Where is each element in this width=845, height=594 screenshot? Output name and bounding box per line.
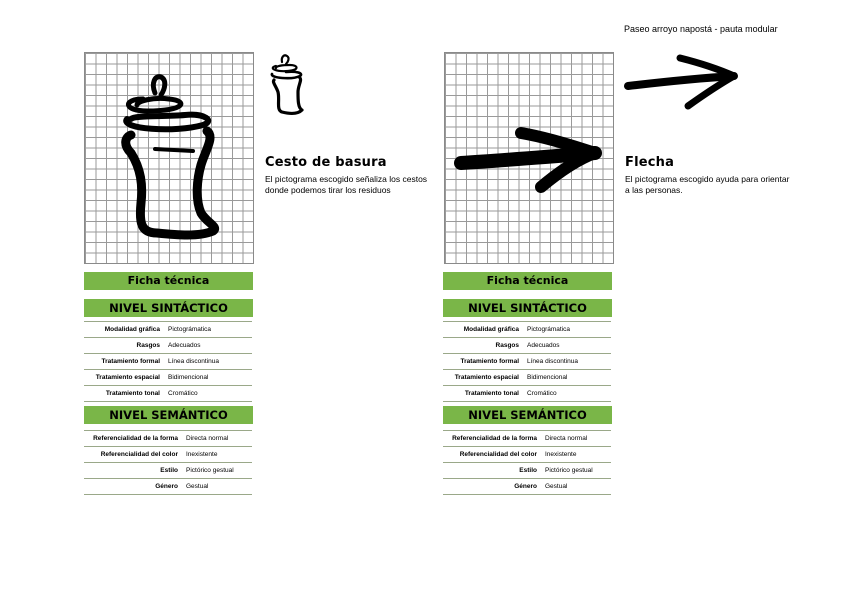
row-value: Directa normal	[186, 435, 229, 442]
table-row	[84, 479, 252, 495]
row-value: Línea discontinua	[527, 358, 578, 365]
row-value: Adecuados	[168, 342, 201, 349]
ficha-tecnica-band: Ficha técnica	[84, 272, 253, 290]
table-row	[443, 322, 611, 338]
row-key: Estilo	[160, 467, 178, 474]
nivel-sintactico-band: NIVEL SINTÁCTICO	[84, 299, 253, 317]
table-row	[443, 447, 611, 463]
nivel-sintactico-band: NIVEL SINTÁCTICO	[443, 299, 612, 317]
sintactico-table-flecha	[443, 321, 611, 402]
row-key: Tratamiento formal	[101, 358, 160, 365]
table-row	[443, 338, 611, 354]
table-row	[84, 370, 252, 386]
table-row	[84, 386, 252, 402]
row-key: Modalidad gráfica	[463, 326, 519, 333]
trash-bin-grid	[84, 52, 254, 264]
nivel-semantico-band: NIVEL SEMÁNTICO	[84, 406, 253, 424]
table-row	[443, 370, 611, 386]
row-value: Pictórico gestual	[186, 467, 234, 474]
row-key: Tratamiento formal	[460, 358, 519, 365]
nivel-semantico-band: NIVEL SEMÁNTICO	[443, 406, 612, 424]
row-key: Referencialidad de la forma	[93, 435, 178, 442]
row-key: Rasgos	[495, 342, 519, 349]
arrow-right-icon	[445, 53, 613, 263]
row-key: Tratamiento espacial	[95, 374, 160, 381]
table-row	[84, 338, 252, 354]
semantico-table-flecha	[443, 430, 611, 495]
row-key: Rasgos	[136, 342, 160, 349]
card-title-flecha: Flecha	[625, 155, 675, 170]
semantico-table-cesto	[84, 430, 252, 495]
table-row	[84, 463, 252, 479]
row-key: Tratamiento tonal	[105, 390, 160, 397]
row-value: Pictográmatica	[527, 326, 570, 333]
row-value: Inexistente	[545, 451, 577, 458]
row-key: Tratamiento tonal	[464, 390, 519, 397]
row-value: Cromático	[168, 390, 198, 397]
row-value: Adecuados	[527, 342, 560, 349]
row-key: Referencialidad del color	[100, 451, 178, 458]
table-row	[443, 386, 611, 402]
arrow-right-small-icon	[622, 52, 742, 116]
trash-bin-icon	[85, 53, 253, 263]
row-value: Bidimencional	[168, 374, 209, 381]
row-key: Género	[155, 483, 178, 490]
table-row	[84, 431, 252, 447]
table-row	[443, 431, 611, 447]
row-value: Cromático	[527, 390, 557, 397]
table-row	[443, 463, 611, 479]
row-value: Gestual	[186, 483, 209, 490]
row-value: Inexistente	[186, 451, 218, 458]
table-row	[84, 447, 252, 463]
row-key: Estilo	[519, 467, 537, 474]
sintactico-table-cesto	[84, 321, 252, 402]
arrow-grid	[444, 52, 614, 264]
table-row	[84, 354, 252, 370]
card-title-cesto: Cesto de basura	[265, 155, 387, 170]
trash-bin-small-icon	[268, 52, 308, 116]
table-row	[84, 322, 252, 338]
row-value: Línea discontinua	[168, 358, 219, 365]
card-description-flecha: El pictograma escogido ayuda para orientar a las personas.	[625, 174, 790, 195]
row-key: Modalidad gráfica	[104, 326, 160, 333]
row-value: Gestual	[545, 483, 568, 490]
card-description-cesto: El pictograma escogido señaliza los cestos donde podemos tirar los residuos	[265, 174, 428, 195]
page-header-note: Paseo arroyo napostá - pauta modular	[624, 24, 778, 34]
row-value: Directa normal	[545, 435, 588, 442]
row-value: Pictográmatica	[168, 326, 211, 333]
row-key: Referencialidad del color	[459, 451, 537, 458]
row-key: Tratamiento espacial	[454, 374, 519, 381]
row-key: Referencialidad de la forma	[452, 435, 537, 442]
table-row	[443, 479, 611, 495]
row-value: Bidimencional	[527, 374, 568, 381]
row-key: Género	[514, 483, 537, 490]
table-row	[443, 354, 611, 370]
row-value: Pictórico gestual	[545, 467, 593, 474]
ficha-tecnica-band: Ficha técnica	[443, 272, 612, 290]
